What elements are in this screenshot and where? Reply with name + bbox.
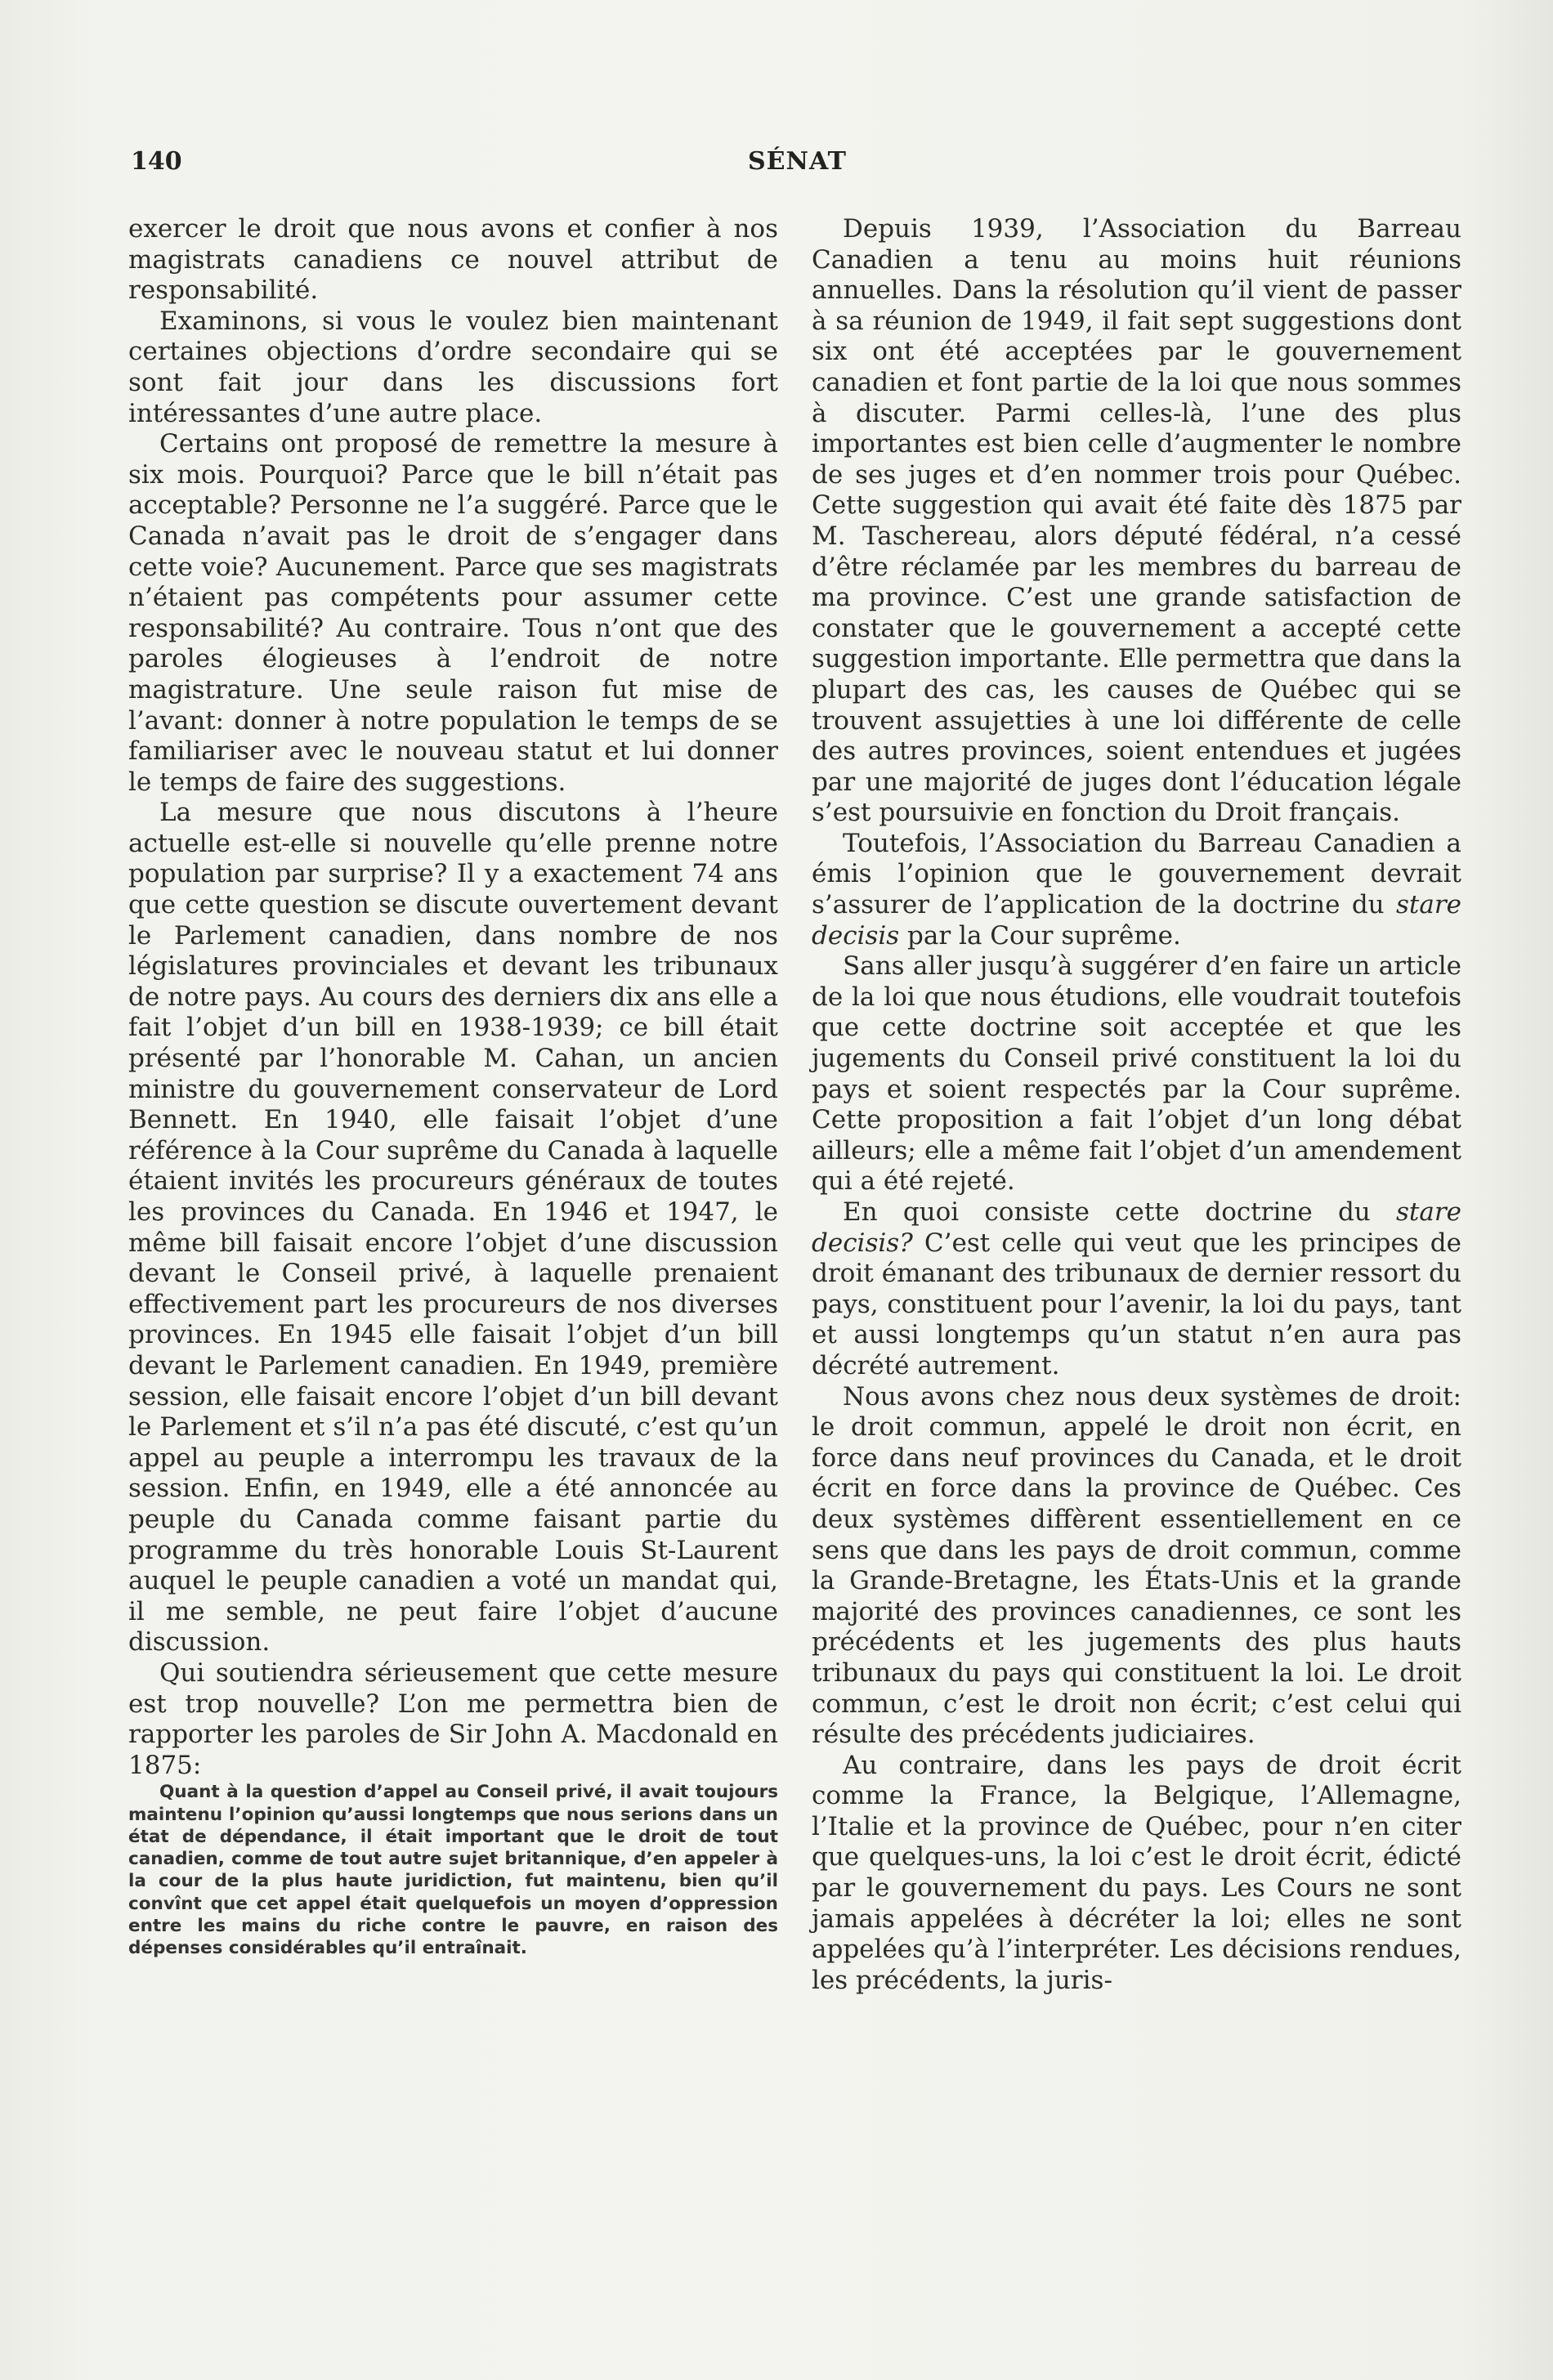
block-quote: Quant à la question d’appel au Conseil privé, il avait toujours maintenu l’opinion qu’aussi longtemps que nous serions dans un état de dépendance, il était important que le droit de tout canadien, comme de tout autre sujet britannique, d’en appeler à la cour de la plus haute juridiction, fut maintenu, bien qu’il convînt que cet appel était quelquefois un moyen d’oppression entre les mains du riche contre le pauvre, en raison des dépenses considérables qu’il entraînait.: [128, 1782, 778, 1959]
text-run: En quoi consiste cette doctrine du: [843, 1197, 1396, 1227]
running-title: SÉNAT: [748, 147, 847, 176]
paragraph: Nous avons chez nous deux systèmes de droit: le droit commun, appelé le droit non écrit, en force dans neuf provinces du Canada, et le droit écrit en force dans la province de Québec. Ces deux systèmes diffèrent essentiellement en ce sens que dans les pays de droit commun, comme la Grande-Bretagne, les États-Unis et la grande majorité des provinces canadiennes, ce sont les précédents et les jugements des plus hauts tribunaux du pays qui constituent la loi. Le droit commun, c’est le droit non écrit; c’est celui qui résulte des précédents judiciaires.: [812, 1381, 1461, 1750]
text-run: Toutefois, l’Association du Barreau Canadien a émis l’opinion que le gouvernement devrait s’assurer de l’application de la doctrine du: [812, 828, 1461, 920]
paragraph: Certains ont proposé de remettre la mesure à six mois. Pourquoi? Parce que le bill n’était pas acceptable? Personne ne l’a suggéré. Parce que le Canada n’avait pas le droit de s’engager dans cette voie? Aucunement. Parce que ses magistrats n’étaient pas compétents pour assumer cette responsabilité? Au contraire. Tous n’ont que des paroles élogieuses à l’endroit de notre magistrature. Une seule raison fut mise de l’avant: donner à notre population le temps de se familiariser avec le nouveau statut et lui donner le temps de faire des suggestions.: [128, 429, 778, 797]
text-run: C’est celle qui veut que les principes de droit émanant des tribunaux de dernier ressort du pays, constituent pour l’avenir, la loi du pays, tant et aussi longtemps qu’un statut n’en aura pas décrété autrement.: [812, 1228, 1461, 1380]
italic-term: stare decisis: [812, 890, 1461, 951]
page-number: 140: [131, 147, 182, 176]
text-run: par la Cour suprême.: [899, 920, 1181, 951]
paragraph: Qui soutiendra sérieusement que cette mesure est trop nouvelle? L’on me permettra bien de rapporter les paroles de Sir John A. Macdonald en 1875:: [128, 1658, 778, 1780]
left-column: [128, 214, 778, 1960]
italic-term: stare decisis?: [812, 1197, 1461, 1258]
paragraph: [812, 1197, 1461, 1382]
paragraph: La mesure que nous discutons à l’heure actuelle est-elle si nouvelle qu’elle prenne notre population par surprise? Il y a exactement 74 ans que cette question se discute ouvertement devant le Parlement canadien, dans nombre de nos législatures provinciales et devant les tribunaux de notre pays. Au cours des derniers dix ans elle a fait l’objet d’un bill en 1938-1939; ce bill était présenté par l’honorable M. Cahan, un ancien ministre du gouvernement conservateur de Lord Bennett. En 1940, elle faisait l’objet d’une référence à la Cour suprême du Canada à laquelle étaient invités les procureurs généraux de toutes les provinces du Canada. En 1946 et 1947, le même bill faisait encore l’objet d’une discussion devant le Conseil privé, à laquelle prenaient effectivement part les procureurs de nos diverses provinces. En 1945 elle faisait l’objet d’un bill devant le Parlement canadien. En 1949, première session, elle faisait encore l’objet d’un bill devant le Parlement et s’il n’a pas été discuté, c’est qu’un appel au peuple a interrompu les travaux de la session. Enfin, en 1949, elle a été annoncée au peuple du Canada comme faisant partie du programme du très honorable Louis St-Laurent auquel le peuple canadien a voté un mandat qui, il me semble, ne peut faire l’objet d’aucune discussion.: [128, 798, 778, 1658]
paragraph: [812, 829, 1461, 951]
paragraph: exercer le droit que nous avons et confier à nos magistrats canadiens ce nouvel attribut de responsabilité.: [128, 214, 778, 306]
paragraph: Examinons, si vous le voulez bien maintenant certaines objections d’ordre secondaire qui se sont fait jour dans les discussions fort intéressantes d’une autre place.: [128, 306, 778, 428]
paragraph: Depuis 1939, l’Association du Barreau Canadien a tenu au moins huit réunions annuelles. Dans la résolution qu’il vient de passer à sa réunion de 1949, il fait sept suggestions dont six ont été acceptées par le gouvernement canadien et font partie de la loi que nous sommes à discuter. Parmi celles-là, l’une des plus importantes est bien celle d’augmenter le nombre de ses juges et d’en nommer trois pour Québec. Cette suggestion qui avait été faite dès 1875 par M. Taschereau, alors député fédéral, n’a cessé d’être réclamée par les membres du barreau de ma province. C’est une grande satisfaction de constater que le gouvernement a accepté cette suggestion importante. Elle permettra que dans la plupart des cas, les causes de Québec qui se trouvent assujetties à une loi différente de celle des autres provinces, soient entendues et jugées par une majorité de juges dont l’éducation légale s’est poursuivie en fonction du Droit français.: [812, 214, 1461, 828]
right-column: [812, 214, 1461, 1996]
page-header: [131, 147, 850, 188]
paragraph: Au contraire, dans les pays de droit écrit comme la France, la Belgique, l’Allemagne, l’Italie et la province de Québec, pour n’en citer que quelques-uns, la loi c’est le droit écrit, édicté par le gouvernement du pays. Les Cours ne sont jamais appelées à décréter la loi; elles ne sont appelées qu’à l’interpréter. Les décisions rendues, les précédents, la juris-: [812, 1750, 1461, 1995]
paragraph: Sans aller jusqu’à suggérer d’en faire un article de la loi que nous étudions, elle voudrait toutefois que cette doctrine soit acceptée et que les jugements du Conseil privé constituent la loi du pays et soient respectés par la Cour suprême. Cette proposition a fait l’objet d’un long débat ailleurs; elle a même fait l’objet d’un amendement qui a été rejeté.: [812, 951, 1461, 1197]
